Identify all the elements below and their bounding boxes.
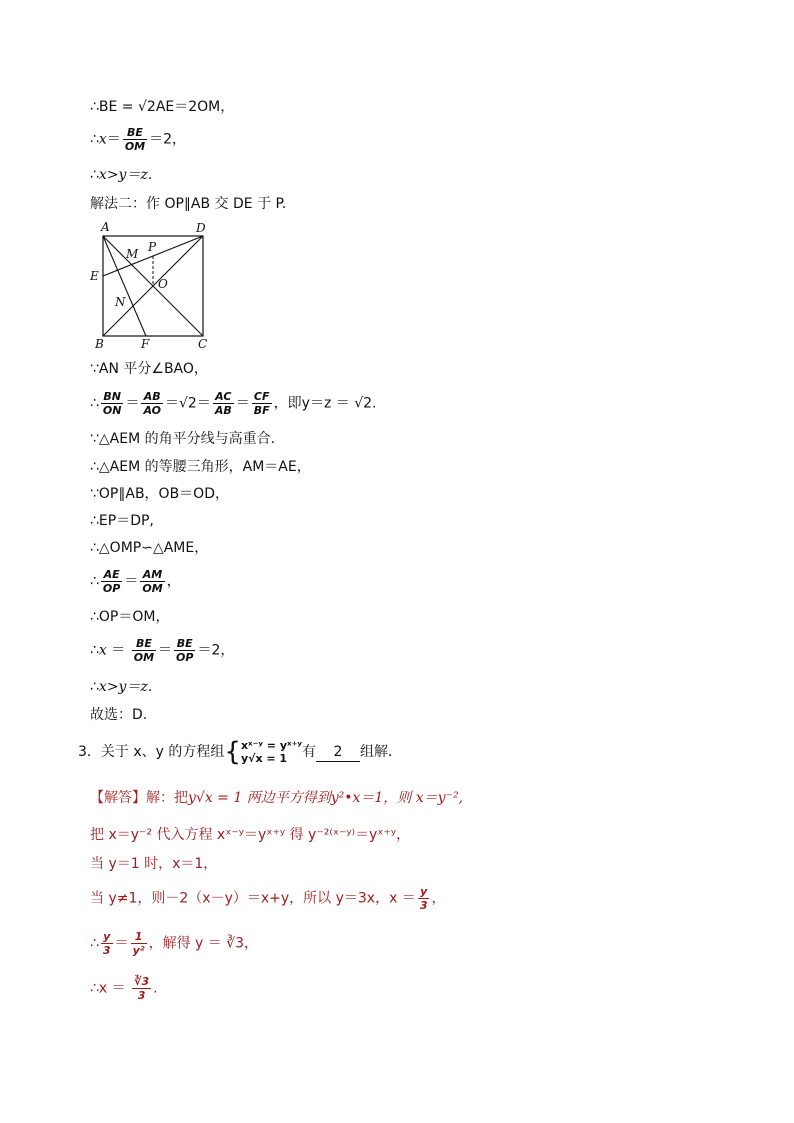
line-similar: ∴△OMP∽△AME， xyxy=(90,540,209,556)
denominator: OM xyxy=(133,651,155,664)
numerator: BN xyxy=(101,390,124,404)
tail: . xyxy=(153,980,158,997)
therefore-symbol: ∴ xyxy=(90,131,99,148)
label-e: E xyxy=(90,269,99,283)
question-text-mid: 有 xyxy=(301,744,316,760)
label-p: P xyxy=(148,240,157,254)
denominator: ON xyxy=(102,404,122,417)
sqrt-two-mid: ＝√2＝ xyxy=(165,395,211,412)
therefore-symbol: ∴ xyxy=(90,642,99,659)
denominator: 3 xyxy=(102,944,111,957)
label-b: B xyxy=(95,337,104,350)
tail: ，解得 y ＝ ∛3， xyxy=(148,935,259,952)
numerator: BE xyxy=(123,126,147,140)
solution-line-4 xyxy=(90,885,445,912)
tail: ，即y＝z ＝ √2. xyxy=(273,395,377,412)
numerator: y xyxy=(418,885,430,899)
solution-text: 当 y≠1，则－2（x－y）＝x+y，所以 y＝3x，x ＝ xyxy=(90,890,416,907)
system-brace: { xyxy=(224,737,241,767)
numerator: BE xyxy=(174,637,195,651)
solution-line-3: 当 y＝1 时，x＝1， xyxy=(90,856,218,872)
denominator: OM xyxy=(124,140,146,153)
numerator: 1 xyxy=(131,930,147,944)
fraction-cf-bf xyxy=(252,390,272,417)
answer-blank: 2 xyxy=(316,743,360,762)
segment-af xyxy=(103,236,146,336)
denominator: 3 xyxy=(419,899,428,912)
tail: ， xyxy=(431,890,446,907)
geometry-figure xyxy=(88,218,218,350)
equation-1: xˣ⁻ʸ = yˣ⁺ʸ xyxy=(240,739,302,752)
denominator: OM xyxy=(142,582,163,595)
inequality: x>y＝z. xyxy=(98,679,153,695)
label-f: F xyxy=(141,337,150,350)
numerator: AE xyxy=(101,568,122,582)
solution-line-5 xyxy=(90,930,258,957)
numerator: y xyxy=(101,930,113,944)
fraction-am-om xyxy=(140,568,164,595)
line-be-relation: ∴BE = √2AE＝2OM， xyxy=(90,99,235,115)
numerator: CF xyxy=(252,390,272,404)
line-ae-op-ratio: ∴ $\frac{AE}{OP}$ ＝ $\frac{AM}{OM}$ ， xyxy=(90,568,181,595)
label-m: M xyxy=(126,247,139,261)
label-n: N xyxy=(115,295,126,309)
solution-line-6 xyxy=(90,975,158,1002)
line-op-parallel: ∵OP∥AB，OB＝OD， xyxy=(90,486,229,502)
label-d: D xyxy=(196,221,206,235)
inequality: x>y＝z. xyxy=(98,167,153,183)
tail: ＝2， xyxy=(149,131,187,148)
fraction-ae-op xyxy=(101,568,122,595)
solution-tag: 【解答】 xyxy=(90,790,146,806)
line-x-equals-ratio xyxy=(90,126,186,153)
equals-sign: ＝ xyxy=(114,935,129,952)
denominator: OP xyxy=(176,651,194,664)
line-x-ratio-two: ∴x ＝ $\frac{BE}{OM}$ ＝ $\frac{BE}{OP}$ ＝2， xyxy=(90,637,235,664)
therefore-symbol: ∴ xyxy=(90,395,99,412)
line-x-gt-y-2 xyxy=(90,678,152,696)
equals-sign: ＝ xyxy=(111,642,126,659)
tail: ＝2， xyxy=(197,642,235,659)
therefore-symbol: ∴ xyxy=(90,935,99,952)
numerator: ∛3 xyxy=(134,975,150,988)
numerator: BE xyxy=(132,637,156,651)
line-an-bisects: ∵AN 平分∠BAO， xyxy=(90,361,208,377)
denominator: 3 xyxy=(137,989,146,1002)
denominator: y² xyxy=(132,944,145,957)
line-isosceles: ∴△AEM 的等腰三角形，AM＝AE， xyxy=(90,459,311,475)
line-x-gt-y xyxy=(90,166,152,184)
numerator: AC xyxy=(213,390,234,404)
fraction-be-om xyxy=(132,637,156,664)
equals-sign: ＝ xyxy=(106,131,121,148)
line-choice: 故选：D. xyxy=(90,707,148,723)
solution-equation: y√x = 1 两边平方得到 xyxy=(188,790,331,806)
label-c: C xyxy=(198,337,208,350)
question-number: 3． xyxy=(78,744,101,760)
therefore-symbol: ∴ xyxy=(90,679,99,695)
fraction-bn-on xyxy=(101,390,124,417)
denominator: AB xyxy=(214,404,232,417)
fraction-y-3 xyxy=(418,885,430,912)
numerator: AM xyxy=(140,568,164,582)
line-method-two: 解法二：作 OP∥AB 交 DE 于 P. xyxy=(90,196,287,212)
question-3 xyxy=(78,739,402,765)
solution-text: 解：把 xyxy=(146,790,188,806)
solution-result: y²•x＝1，则 x＝y⁻², xyxy=(330,790,464,806)
var-x: x xyxy=(98,642,107,659)
equation-2: y√x = 1 xyxy=(240,752,288,765)
label-o: O xyxy=(158,277,168,291)
line-ep-dp: ∴EP＝DP, xyxy=(90,513,154,529)
fraction-cbrt3-3 xyxy=(132,975,151,1002)
question-text: 关于 x、y 的方程组 xyxy=(100,744,225,760)
solution-line-1 xyxy=(90,789,463,807)
fraction xyxy=(123,126,147,153)
fraction-1-y2 xyxy=(131,930,147,957)
var-x: x xyxy=(98,131,107,148)
denominator: BF xyxy=(253,404,270,417)
line-ratio-chain: ∴ $\frac{BN}{ON}$ ＝ $\frac{AB}{AO}$ ＝√2＝ $\frac{AC}{AB}$ ＝ $\frac{CF}{BF}$ ，即y＝z ＝ √2. xyxy=(90,390,377,417)
fraction-ab-ao xyxy=(141,390,163,417)
numerator: AB xyxy=(141,390,163,404)
equation-system xyxy=(241,739,302,765)
fraction-y-3 xyxy=(101,930,113,957)
solution-text: ∴x ＝ xyxy=(90,980,126,997)
denominator: AO xyxy=(143,404,162,417)
therefore-symbol: ∴ xyxy=(90,167,99,183)
label-a: A xyxy=(101,220,110,234)
denominator: OP xyxy=(102,582,121,595)
tail: ， xyxy=(166,573,181,590)
fraction-be-op xyxy=(174,637,195,664)
solution-line-2: 把 x＝y⁻² 代入方程 xˣ⁻ʸ＝yˣ⁺ʸ 得 y⁻²⁽ˣ⁻ʸ⁾＝yˣ⁺ʸ， xyxy=(90,827,411,843)
question-text-post: 组解． xyxy=(359,744,402,760)
fraction-ac-ab xyxy=(213,390,234,417)
line-bisector-altitude: ∵△AEM 的角平分线与高重合. xyxy=(90,431,276,447)
line-op-om: ∴OP＝OM， xyxy=(90,609,170,625)
therefore-symbol: ∴ xyxy=(90,573,99,590)
